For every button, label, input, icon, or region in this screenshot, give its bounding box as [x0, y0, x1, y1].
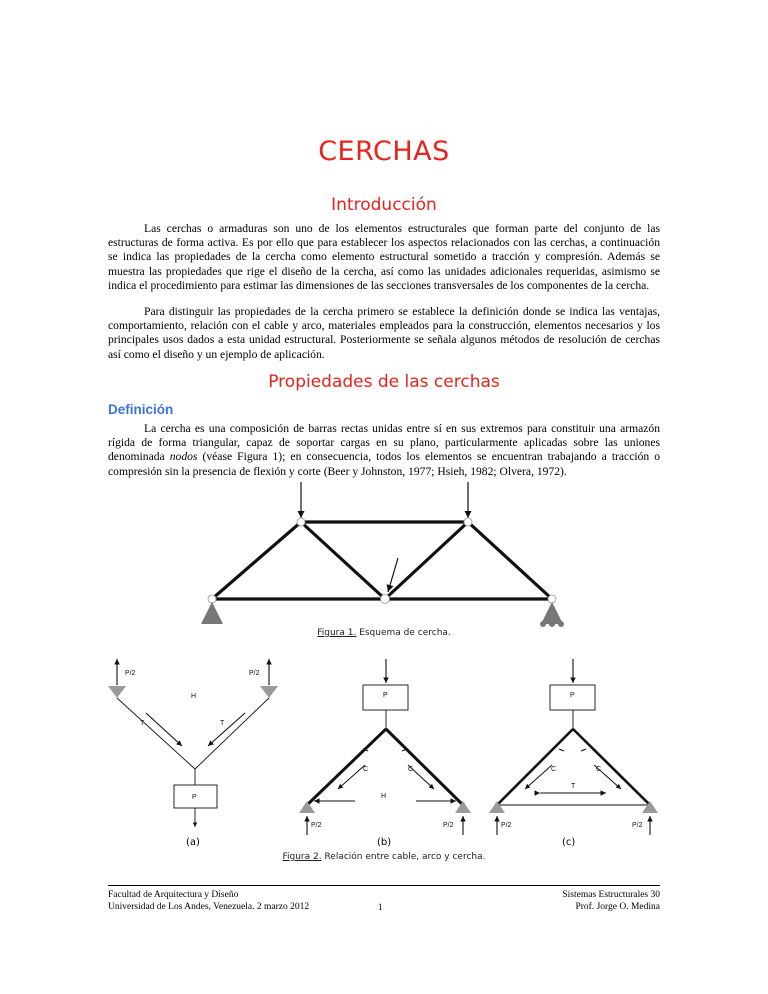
label-p-half-right: P/2	[249, 670, 260, 677]
figure-2b-sublabel: (b)	[377, 837, 392, 848]
figure-2a-cable-diagram	[100, 655, 300, 835]
figure-2a-sublabel: (a)	[186, 837, 200, 848]
truss-right	[573, 729, 650, 805]
figure-2b-arch-diagram	[290, 655, 480, 835]
node	[297, 518, 305, 526]
label-p: P	[192, 794, 197, 801]
support-right-roller	[558, 621, 564, 627]
truss-right-diagonal	[468, 522, 552, 599]
page-number: 1	[378, 903, 383, 913]
definition-heading: Definición	[108, 402, 174, 417]
tension-arrow-right	[208, 713, 245, 746]
node	[208, 595, 216, 603]
figure-2-label: Figura 2.	[282, 852, 322, 862]
node	[548, 595, 556, 603]
truss-left-diagonal	[212, 522, 301, 599]
footer-university-date: Universidad de Los Andes, Venezuela. 2 marzo 2012	[108, 902, 310, 912]
truss-nodes	[208, 518, 556, 604]
definition-text-a: La cercha es una composición de barras rectas unidas entre sí en sus extremos para constituir una armazón rígida de forma triangular, capaz de soportar cargas en su plano, particularmente aplicadas sobre las uniones denominada	[108, 422, 660, 464]
figure-1-text: Esquema de cercha.	[356, 628, 451, 638]
label-c-right: C	[596, 766, 602, 773]
footer-institution: Facultad de Arquitectura y Diseño	[108, 890, 239, 900]
label-c-left: C	[551, 766, 557, 773]
support-right-icon	[642, 801, 658, 813]
support-left-icon	[201, 602, 223, 624]
label-t: T	[571, 783, 576, 790]
footer-right	[562, 889, 660, 913]
truss-members	[212, 522, 552, 599]
label-p-half-right: P/2	[443, 822, 454, 829]
label-c-left: C	[363, 766, 369, 773]
arch-right	[386, 729, 463, 805]
figure-2c-truss-diagram	[480, 655, 670, 835]
label-t-right: T	[220, 720, 225, 727]
cable-right	[195, 698, 269, 769]
compression-arrow-left	[338, 765, 365, 789]
definition-paragraph	[108, 422, 660, 479]
support-left-icon	[108, 686, 126, 698]
label-p-half-left: P/2	[125, 670, 136, 677]
support-right-icon	[260, 686, 278, 698]
intro-paragraph-1: Las cerchas o armaduras son uno de los elementos estructurales que forman parte del conjunto de las estructuras de forma activa. Es por ello que para establecer los aspectos relacionados con las cerchas, a continuación se indica las propiedades de la cercha como elemento estructural sometido a tracción y compresión. Además se muestra las propiedades que rige el diseño de la cercha, así como las unidades adicionales requeridas, asimismo se indica el procedimiento para estimar las dimensiones de las secciones transversales de los componentes de la cercha.	[108, 222, 660, 292]
compression-tick	[559, 749, 564, 751]
label-p-half-left: P/2	[311, 822, 322, 829]
figure-1-truss-diagram	[190, 478, 580, 630]
support-right-roller	[540, 621, 546, 627]
support-left-icon	[299, 801, 315, 813]
figure-2-text: Relación entre cable, arco y cercha.	[321, 852, 486, 862]
intro-heading: Introducción	[331, 195, 437, 215]
label-p: P	[383, 692, 388, 699]
arch-left	[307, 729, 386, 805]
label-t-left: T	[140, 720, 145, 727]
figure-1-label: Figura 1.	[317, 628, 357, 638]
figure-2c-sublabel: (c)	[562, 837, 576, 848]
compression-tick	[581, 749, 586, 751]
figure-2-caption	[0, 852, 768, 862]
intro-paragraph-2: Para distinguir las propiedades de la cercha primero se establece la definición donde se indica las ventajas, comportamiento, relación con el cable y arco, materiales empleados para la construcción, elementos necesarios y los principales usos dados a esta unidad estructural. Posteriormente se señala algunos métodos de resolución de cerchas así como el diseño y un ejemplo de aplicación.	[108, 305, 660, 361]
support-right-icon	[455, 801, 471, 813]
node	[464, 518, 472, 526]
footer-rule	[108, 885, 660, 886]
definition-term-nodos: nodos	[169, 450, 198, 464]
node	[381, 595, 390, 604]
support-right-icon	[541, 602, 563, 624]
footer-left	[108, 889, 309, 913]
figure-1-caption	[0, 628, 768, 638]
label-p-half-right: P/2	[632, 822, 643, 829]
properties-heading: Propiedades de las cerchas	[268, 372, 500, 392]
label-p-half-left: P/2	[501, 822, 512, 829]
cable-left	[117, 698, 195, 769]
support-right-roller	[549, 621, 555, 627]
footer-course: Sistemas Estructurales 30	[562, 890, 660, 900]
truss-web-left	[301, 522, 385, 599]
support-left-icon	[489, 801, 505, 813]
label-c-right: C	[408, 766, 414, 773]
definition-text-b: (véase Figura 1); en consecuencia, todos los elementos se encuentran trabajando a tracción o compresión sin la presencia de flexión y corte (Beer y Johnston, 1977; Hsieh, 1982; Olvera, 1972).	[108, 450, 661, 478]
truss-left	[497, 729, 573, 805]
label-p: P	[570, 692, 575, 699]
footer-author: Prof. Jorge O. Medina	[575, 902, 660, 912]
compression-arrow-left	[525, 765, 552, 789]
label-h: H	[191, 693, 197, 700]
page-title: CERCHAS	[318, 136, 450, 167]
label-h: H	[381, 793, 387, 800]
